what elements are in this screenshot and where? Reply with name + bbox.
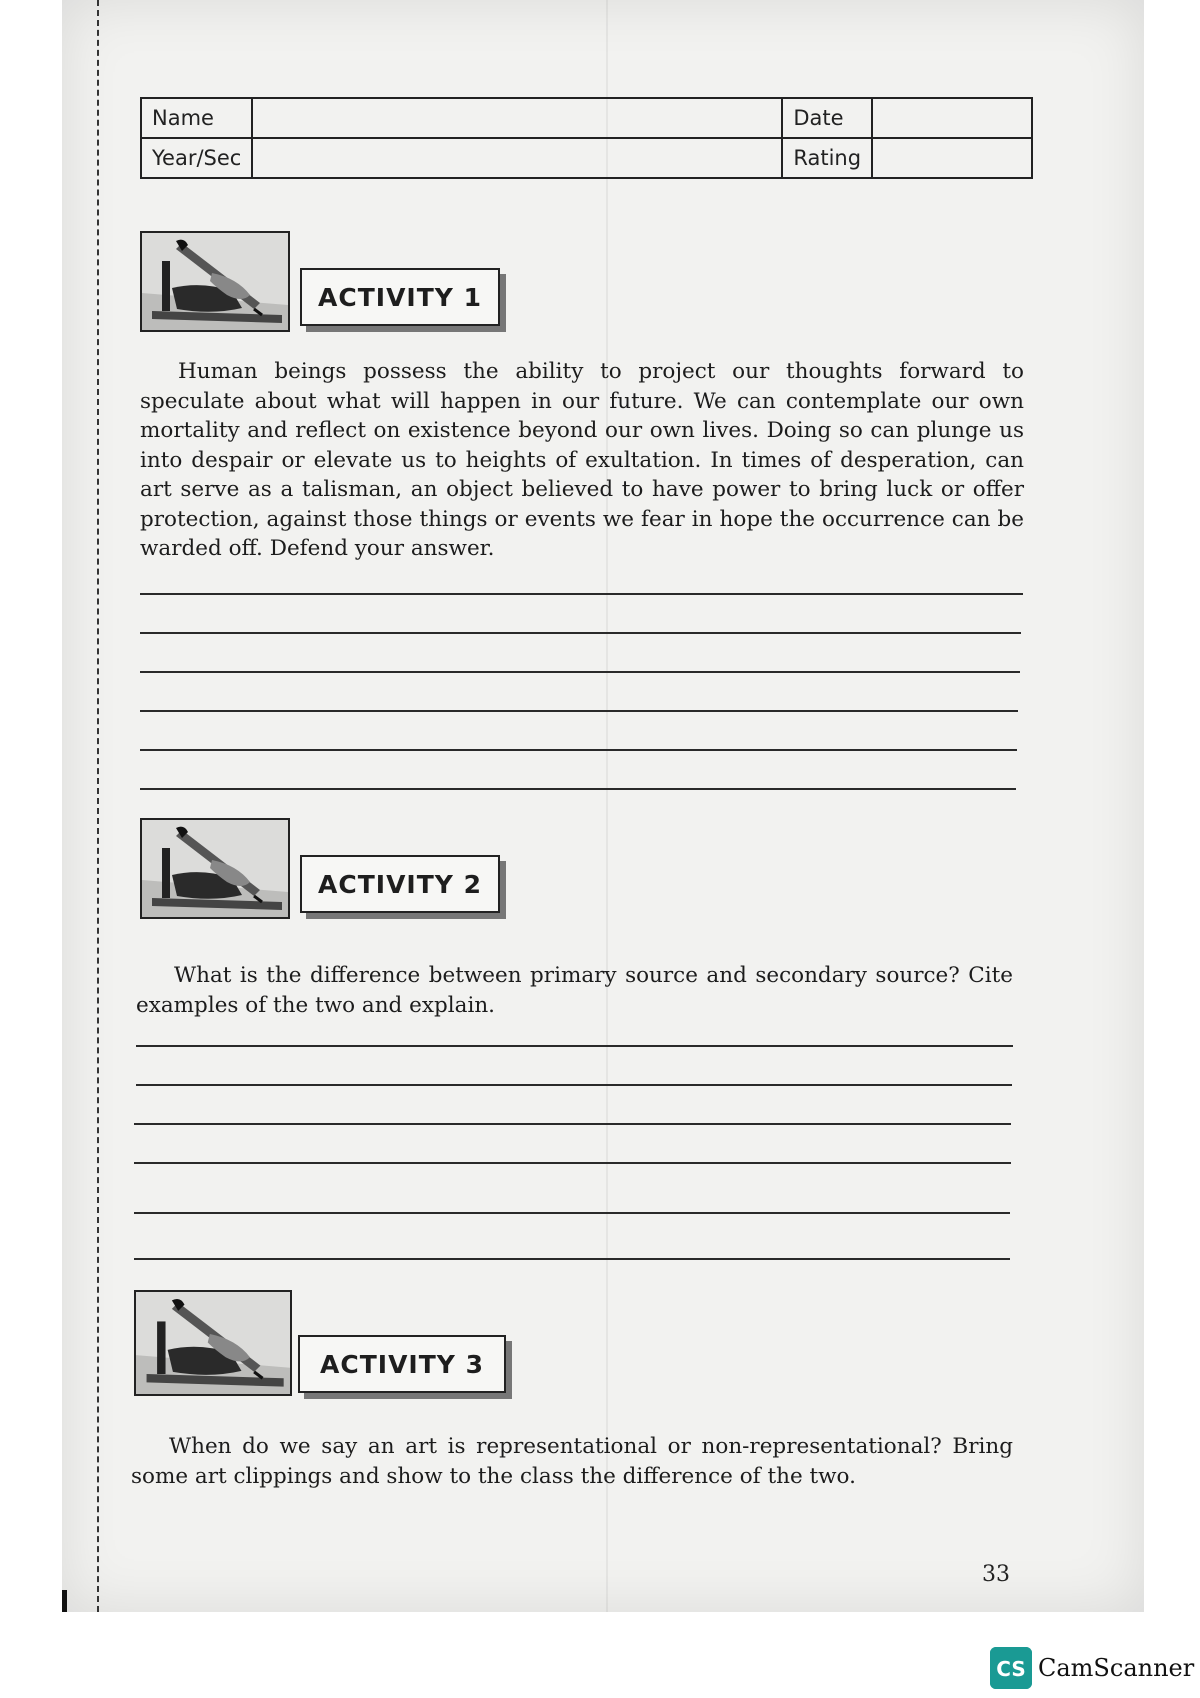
answer-line[interactable] — [134, 1123, 1011, 1125]
camscanner-watermark — [990, 1648, 1194, 1688]
camscanner-logo — [990, 1647, 1032, 1689]
camscanner-text: CamScanner — [1038, 1654, 1195, 1682]
hand-writing-icon — [140, 818, 290, 919]
year-sec-field[interactable] — [252, 138, 782, 178]
date-label: Date — [782, 98, 872, 138]
activity-1-header — [140, 231, 520, 337]
year-sec-label: Year/Sec — [141, 138, 252, 178]
activity-3-label: ACTIVITY 3 — [298, 1335, 506, 1393]
activity-2-prompt: What is the difference between primary source and secondary source? Cite examples of the two and explain. — [136, 963, 1013, 1018]
page-fold — [606, 0, 608, 1612]
date-field[interactable] — [872, 98, 1032, 138]
activity-1-label: ACTIVITY 1 — [300, 268, 500, 326]
answer-line[interactable] — [134, 1258, 1010, 1260]
camscanner-logo-text: CS — [996, 1657, 1026, 1681]
answer-line[interactable] — [140, 593, 1023, 595]
answer-line[interactable] — [136, 1084, 1012, 1086]
rating-label: Rating — [782, 138, 872, 178]
answer-line[interactable] — [140, 632, 1021, 634]
answer-line[interactable] — [140, 788, 1016, 790]
binding-margin-line — [97, 0, 99, 1612]
answer-line[interactable] — [136, 1045, 1013, 1047]
hand-writing-icon — [140, 231, 290, 332]
activity-1-prompt: Human beings possess the ability to project our thoughts forward to speculate about what will happen in our future. We can contemplate our own mortality and reflect on existence beyond our own lives. Doing so can plunge us into despair or elevate us to heights of exultation. In times of desperation, can art serve as a talisman, an object believed to have power to bring luck or offer protection, against those things or events we fear in hope the occurrence can be warded off. Defend your answer. — [140, 359, 1024, 561]
answer-line[interactable] — [134, 1162, 1011, 1164]
hand-writing-icon — [134, 1290, 292, 1396]
answer-line[interactable] — [140, 749, 1017, 751]
scan-edge-mark — [62, 1590, 67, 1612]
name-field[interactable] — [252, 98, 782, 138]
answer-line[interactable] — [134, 1212, 1010, 1214]
student-info-table — [140, 97, 1033, 179]
rating-field[interactable] — [872, 138, 1032, 178]
activity-2-label: ACTIVITY 2 — [300, 855, 500, 913]
answer-line[interactable] — [140, 671, 1020, 673]
activity-2-header — [140, 818, 520, 924]
activity-3-header — [134, 1290, 514, 1396]
name-label: Name — [141, 98, 252, 138]
answer-line[interactable] — [140, 710, 1018, 712]
activity-3-prompt: When do we say an art is representational or non-representational? Bring some art clippings and show to the class the difference of the two. — [131, 1434, 1013, 1489]
page-number: 33 — [982, 1562, 1010, 1587]
